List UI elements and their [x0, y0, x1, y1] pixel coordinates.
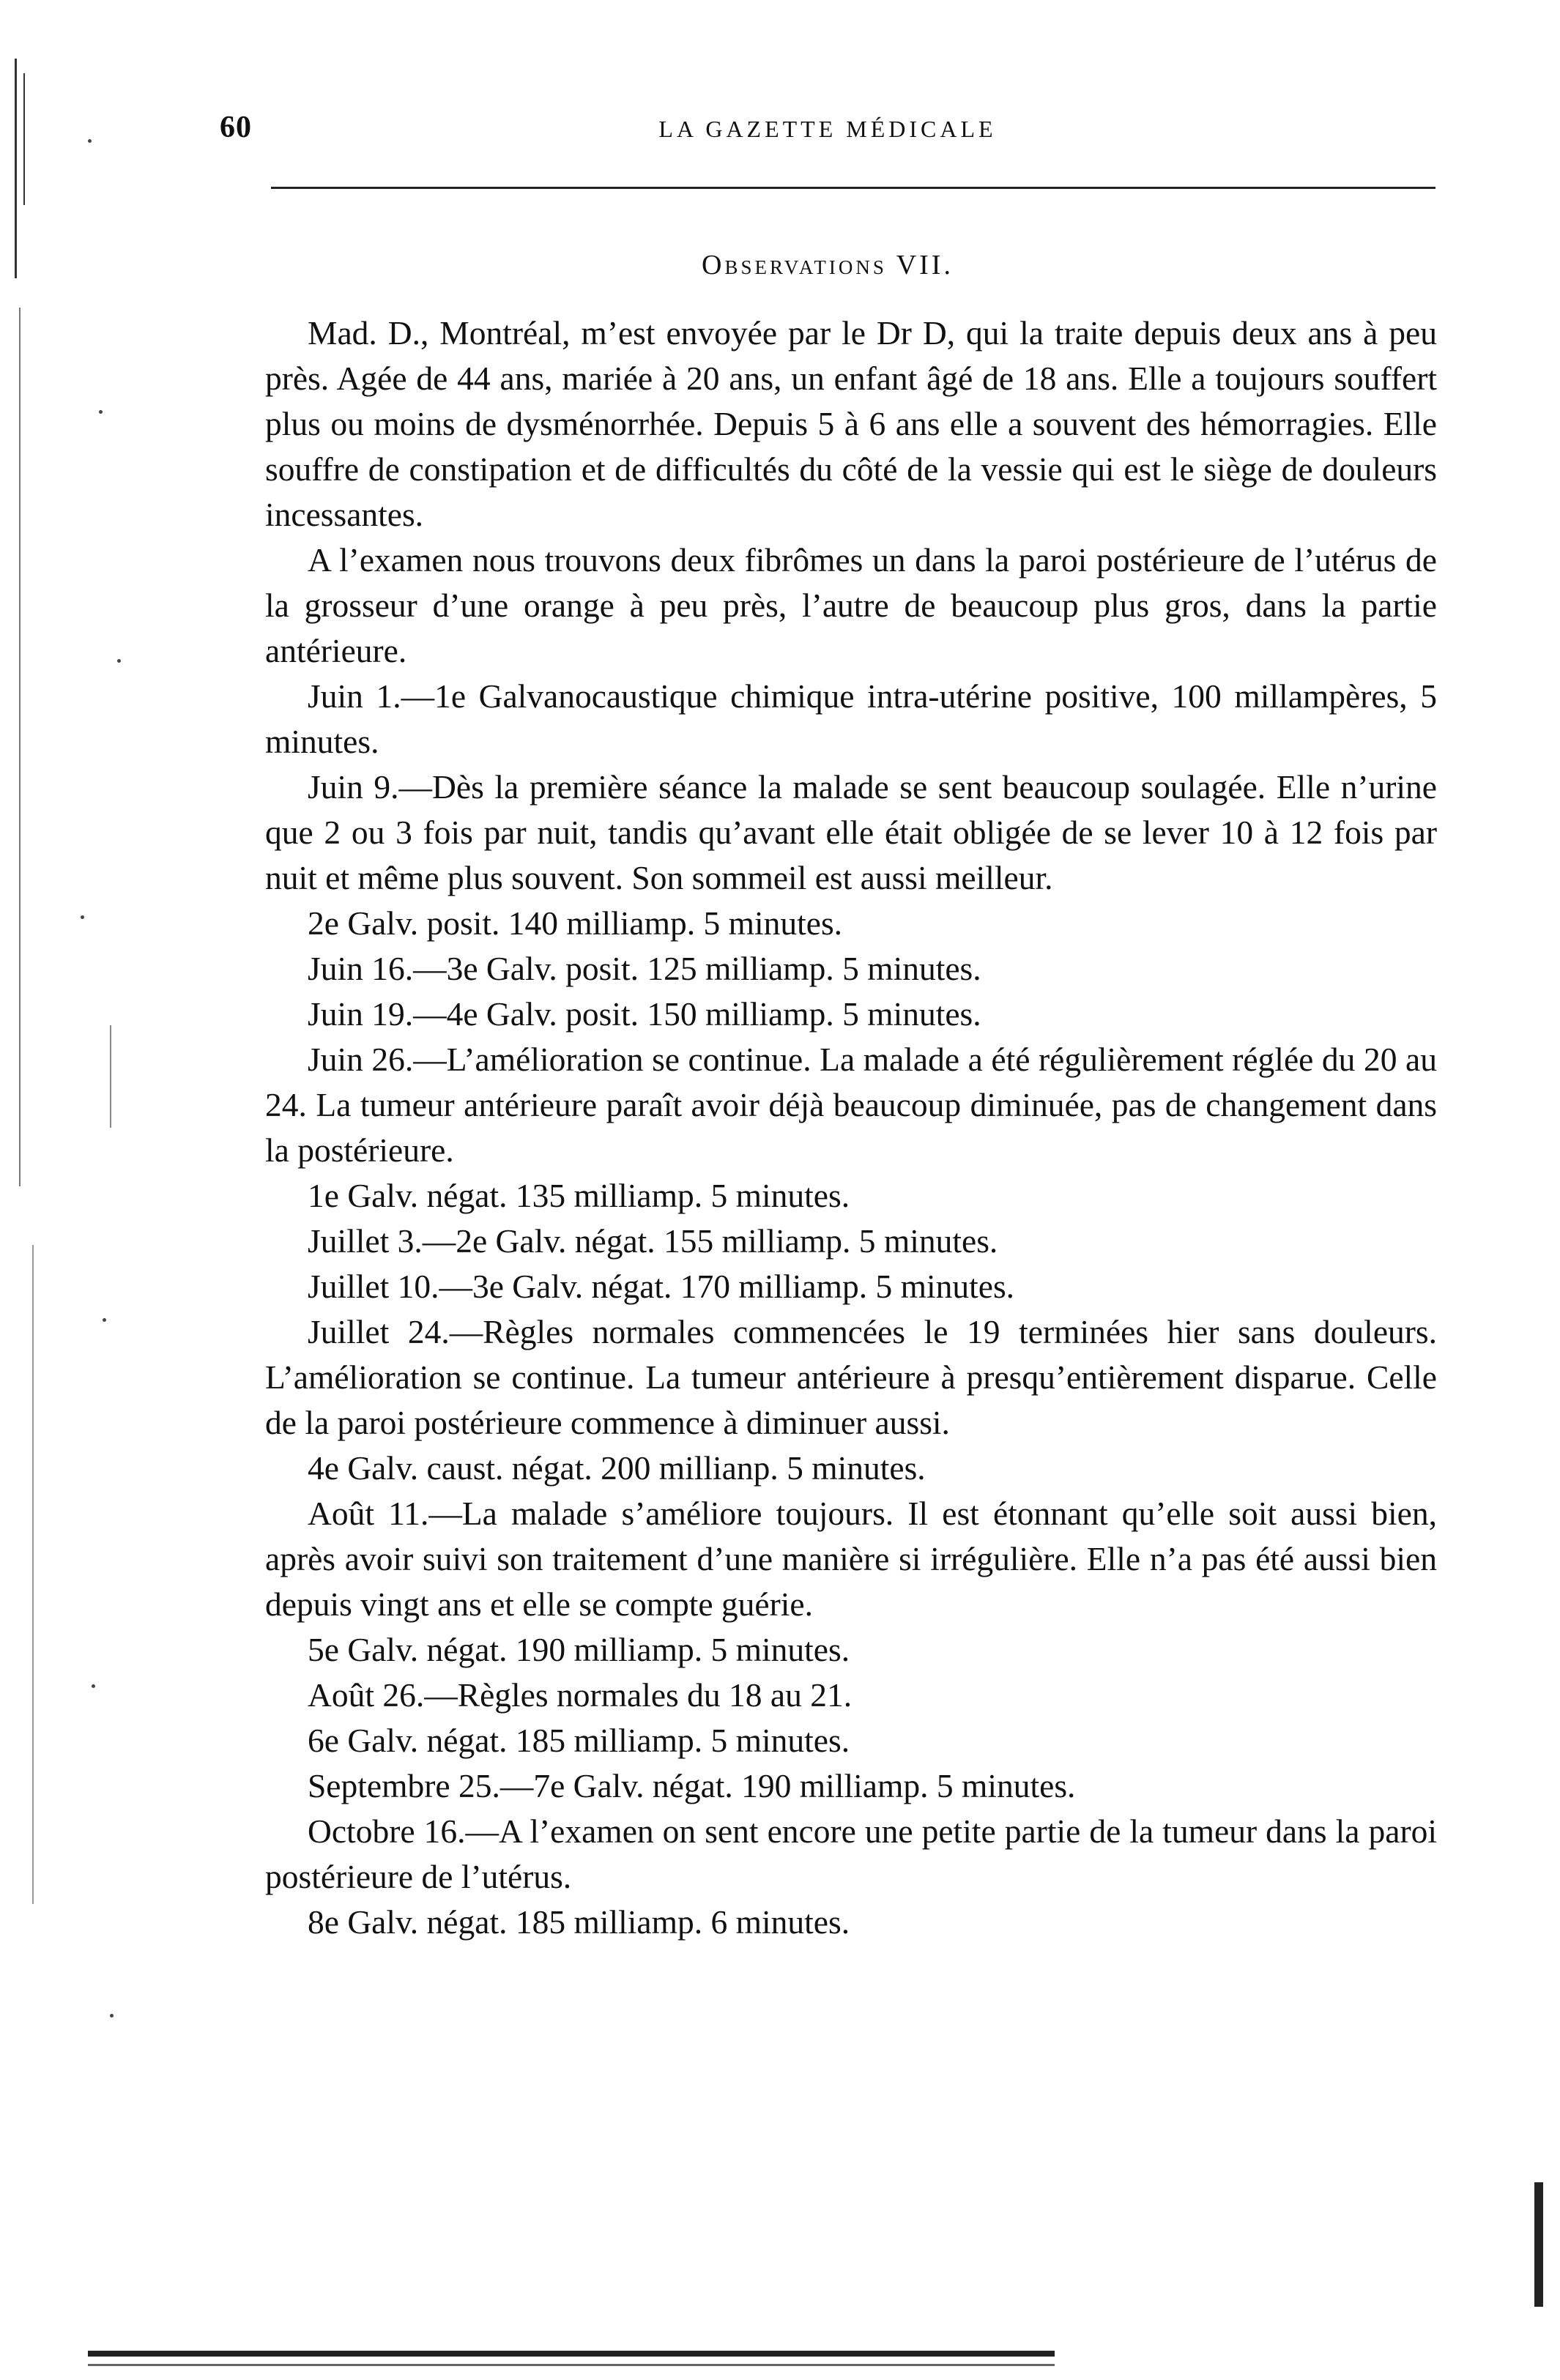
paragraph: Octobre 16.—A l’examen on sent encore une petite partie de la tumeur dans la paroi postérieure de l’utérus.	[265, 1812, 1437, 1895]
page-header	[220, 110, 1435, 154]
paragraph: A l’examen nous trouvons deux fibrômes un dans la paroi postérieure de l’utérus de la grosseur d’une orange à peu près, l’autre de beaucoup plus gros, dans la partie antérieure.	[265, 541, 1437, 669]
treatment-entry: Juin 19.—4e Galv. posit. 150 milliamp. 5 minutes.	[308, 995, 981, 1033]
treatment-entry: Juin 16.—3e Galv. posit. 125 milliamp. 5 minutes.	[308, 950, 981, 987]
treatment-entry: Juillet 3.—2e Galv. négat. 155 milliamp. 5 minutes.	[308, 1222, 998, 1260]
treatment-entry: 1e Galv. négat. 135 milliamp. 5 minutes.	[308, 1177, 850, 1214]
scan-artifact-mark	[1534, 2182, 1543, 2307]
scan-artifact-line	[19, 308, 21, 1186]
scan-artifact-dot	[103, 1318, 106, 1322]
scan-artifact-dot	[99, 410, 103, 414]
treatment-entry: Juillet 10.—3e Galv. négat. 170 milliamp. 5 minutes.	[308, 1268, 1015, 1305]
scan-artifact-dot	[92, 1684, 95, 1688]
treatment-entry: Août 26.—Règles normales du 18 au 21.	[308, 1676, 853, 1714]
section-title: Observations VII.	[702, 250, 954, 280]
treatment-entry: Septembre 25.—7e Galv. négat. 190 milliamp. 5 minutes.	[308, 1767, 1076, 1804]
bottom-rule-thin	[88, 2364, 1055, 2366]
paragraph: Juin 9.—Dès la première séance la malade se sent beaucoup soulagée. Elle n’urine que 2 ou 3 fois par nuit, tandis qu’avant elle était obligée de se lever 10 à 12 fois par nuit et même plus souvent. Son sommeil est aussi meilleur.	[265, 768, 1437, 896]
paragraph: Août 11.—La malade s’améliore toujours. Il est étonnant qu’elle soit aussi bien, après avoir suivi son traitement d’une manière si irrégulière. Elle n’a pas été aussi bien depuis vingt ans et elle se compte guérie.	[265, 1495, 1437, 1623]
paragraph: Juillet 24.—Règles normales commencées le 19 terminées hier sans douleurs. L’amélioration se continue. La tumeur antérieure à presqu’entièrement disparue. Celle de la paroi postérieure commence à diminuer aussi.	[265, 1313, 1437, 1441]
scan-artifact-dot	[88, 139, 92, 143]
bottom-rule	[88, 2351, 1055, 2357]
header-rule	[271, 187, 1435, 189]
treatment-entry: 4e Galv. caust. négat. 200 millianp. 5 minutes.	[308, 1449, 926, 1487]
article-body	[265, 310, 1437, 1945]
scan-artifact-dot	[117, 659, 121, 663]
scan-artifact-dot	[110, 2014, 114, 2018]
treatment-entry: 8e Galv. négat. 185 milliamp. 6 minutes.	[308, 1903, 850, 1941]
paragraph: Juin 1.—1e Galvanocaustique chimique intra-utérine positive, 100 millampères, 5 minutes.	[265, 677, 1437, 760]
page-number: 60	[220, 111, 252, 144]
scan-artifact-dot	[81, 915, 84, 919]
treatment-entry: 6e Galv. négat. 185 milliamp. 5 minutes.	[308, 1722, 850, 1759]
treatment-entry: 2e Galv. posit. 140 milliamp. 5 minutes.	[308, 904, 843, 942]
paragraph: Juin 26.—L’amélioration se continue. La malade a été régulièrement réglée du 20 au 24. La tumeur antérieure paraît avoir déjà beaucoup diminuée, pas de changement dans la postérieure.	[265, 1041, 1437, 1169]
scan-artifact-line	[110, 1025, 111, 1128]
treatment-entry: 5e Galv. négat. 190 milliamp. 5 minutes.	[308, 1631, 850, 1668]
scan-artifact-line	[15, 59, 17, 278]
paragraph: Mad. D., Montréal, m’est envoyée par le Dr D, qui la traite depuis deux ans à peu près. Agée de 44 ans, mariée à 20 ans, un enfant âgé de 18 ans. Elle a toujours souffert plus ou moins de dysménorrhée. Depuis 5 à 6 ans elle a souvent des hémorragies. Elle souffre de constipation et de difficultés du côté de la vessie qui est le siège de douleurs incessantes.	[265, 314, 1437, 533]
scan-artifact-line	[32, 1245, 34, 1904]
running-title: LA GAZETTE MÉDICALE	[658, 116, 997, 142]
scan-artifact-line	[23, 73, 25, 205]
scan-margin-artifacts	[0, 0, 132, 2380]
